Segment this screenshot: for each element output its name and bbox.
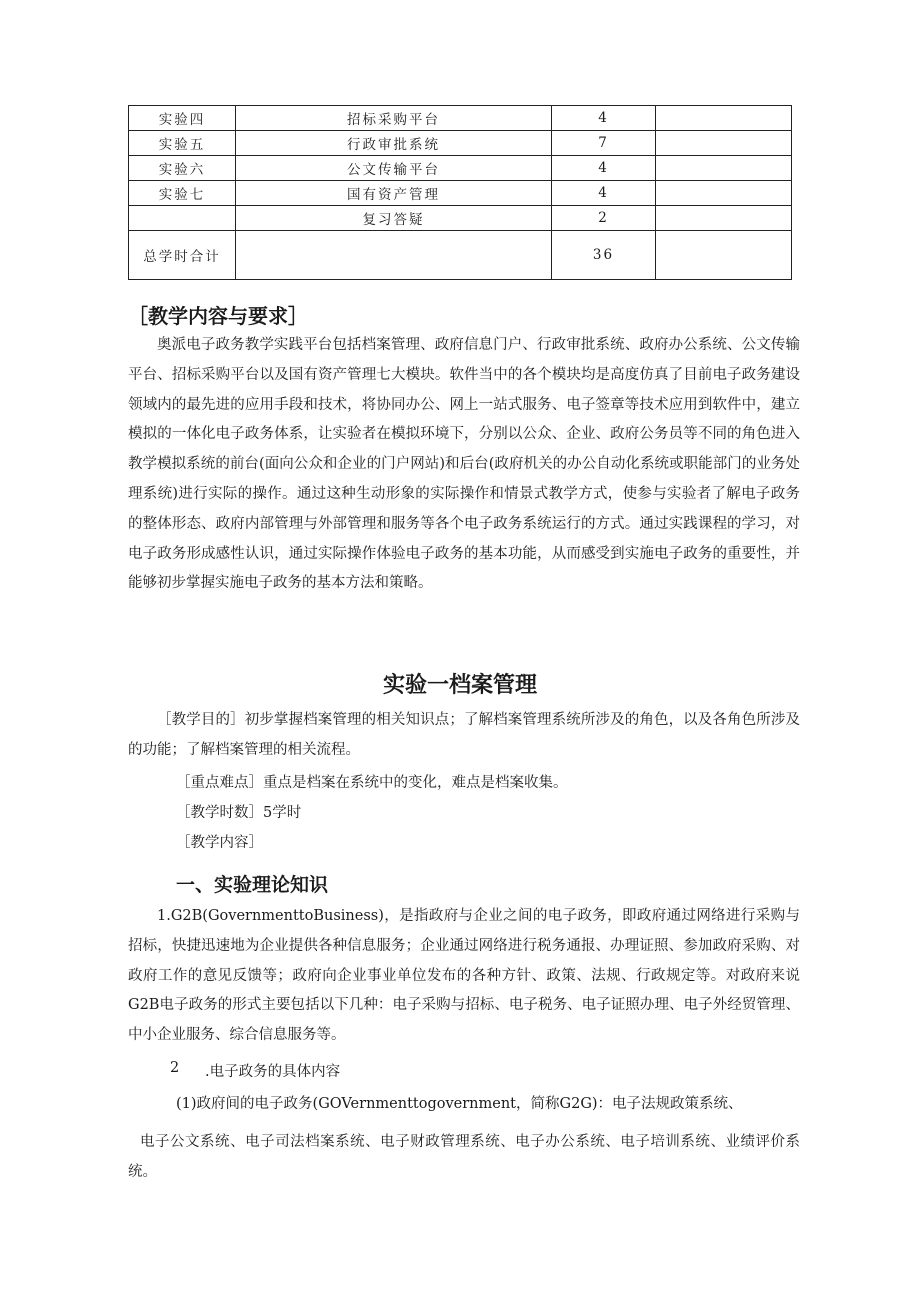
page-title: 实验一档案管理 (382, 673, 537, 698)
table-row (129, 131, 792, 156)
teaching-goal: ［教学目的］初步掌握档案管理的相关知识点；了解档案管理系统所涉及的角色，以及各角色所涉及的功能；了解档案管理的相关流程。 (128, 712, 800, 758)
row-note (656, 231, 792, 280)
row-note (656, 206, 792, 231)
theory-heading: 一、实验理论知识 (176, 874, 329, 896)
theory-item-2-1-continued: 电子公文系统、电子司法档案系统、电子财政管理系统、电子办公系统、电子培训系统、业绩评价系统。 (128, 1134, 800, 1180)
row-note (656, 156, 792, 181)
row-hours: 36 (552, 231, 656, 280)
row-content: 复习答疑 (236, 206, 552, 231)
row-content: 招标采购平台 (236, 106, 552, 131)
row-note (656, 181, 792, 206)
row-content: 国有资产管理 (236, 181, 552, 206)
row-label: 实验四 (129, 106, 236, 131)
theory-item-2-text: .电子政务的具体内容 (205, 1064, 341, 1080)
row-hours: 4 (552, 156, 656, 181)
row-label (129, 206, 236, 231)
row-content: 行政审批系统 (236, 131, 552, 156)
teaching-content: ［教学内容］ (176, 835, 263, 851)
teaching-hours: ［教学时数］5学时 (176, 805, 302, 821)
row-label: 实验七 (129, 181, 236, 206)
table-row (129, 206, 792, 231)
theory-item-1: 1.G2B(GovernmenttoBusiness)，是指政府与企业之间的电子政务，即政府通过网络进行采购与招标，快捷迅速地为企业提供各种信息服务；企业通过网络进行税务通报、办理证照、参加政府采购、对政府工作的意见反馈等；政府向企业事业单位发布的各种方针、政策、法规、行政规定等。对政府来说G2B电子政务的形式主要包括以下几种：电子采购与招标、电子税务、电子证照办理、电子外经贸管理、中小企业服务、综合信息服务等。 (128, 908, 800, 1044)
table-row (129, 181, 792, 206)
intro-paragraph: 奥派电子政务教学实践平台包括档案管理、政府信息门户、行政审批系统、政府办公系统、公文传输平台、招标采购平台以及国有资产管理七大模块。软件当中的各个模块均是高度仿真了目前电子政务建设领域内的最先进的应用手段和技术，将协同办公、网上一站式服务、电子签章等技术应用到软件中，建立模拟的一体化电子政务体系，让实验者在模拟环境下，分别以公众、企业、政府公务员等不同的角色进入教学模拟系统的前台(面向公众和企业的门户网站)和后台(政府机关的办公自动化系统或职能部门的业务处理系统)进行实际的操作。通过这种生动形象的实际操作和情景式教学方式，使参与实验者了解电子政务的整体形态、政府内部管理与外部管理和服务等各个电子政务系统运行的方式。通过实践课程的学习，对电子政务形成感性认识，通过实际操作体验电子政务的基本功能，从而感受到实施电子政务的重要性，并能够初步掌握实施电子政务的基本方法和策略。 (128, 337, 800, 592)
table-row (129, 106, 792, 131)
table-row-total (129, 231, 792, 280)
row-label: 总学时合计 (129, 231, 236, 280)
table-row (129, 156, 792, 181)
section-heading: ［教学内容与要求］ (128, 304, 308, 328)
row-label: 实验六 (129, 156, 236, 181)
hours-table (128, 105, 792, 280)
theory-item-2-1: (1)政府间的电子政务(GOVernmenttogovernment，简称G2G)：电子法规政策系统、 (176, 1096, 743, 1112)
row-hours: 4 (552, 181, 656, 206)
row-note (656, 106, 792, 131)
row-note (656, 131, 792, 156)
theory-item-2-number: 2 (170, 1060, 180, 1076)
row-hours: 2 (552, 206, 656, 231)
row-hours: 7 (552, 131, 656, 156)
row-content (236, 231, 552, 280)
key-difficulty: ［重点难点］重点是档案在系统中的变化，难点是档案收集。 (176, 775, 568, 791)
row-label: 实验五 (129, 131, 236, 156)
row-hours: 4 (552, 106, 656, 131)
row-content: 公文传输平台 (236, 156, 552, 181)
